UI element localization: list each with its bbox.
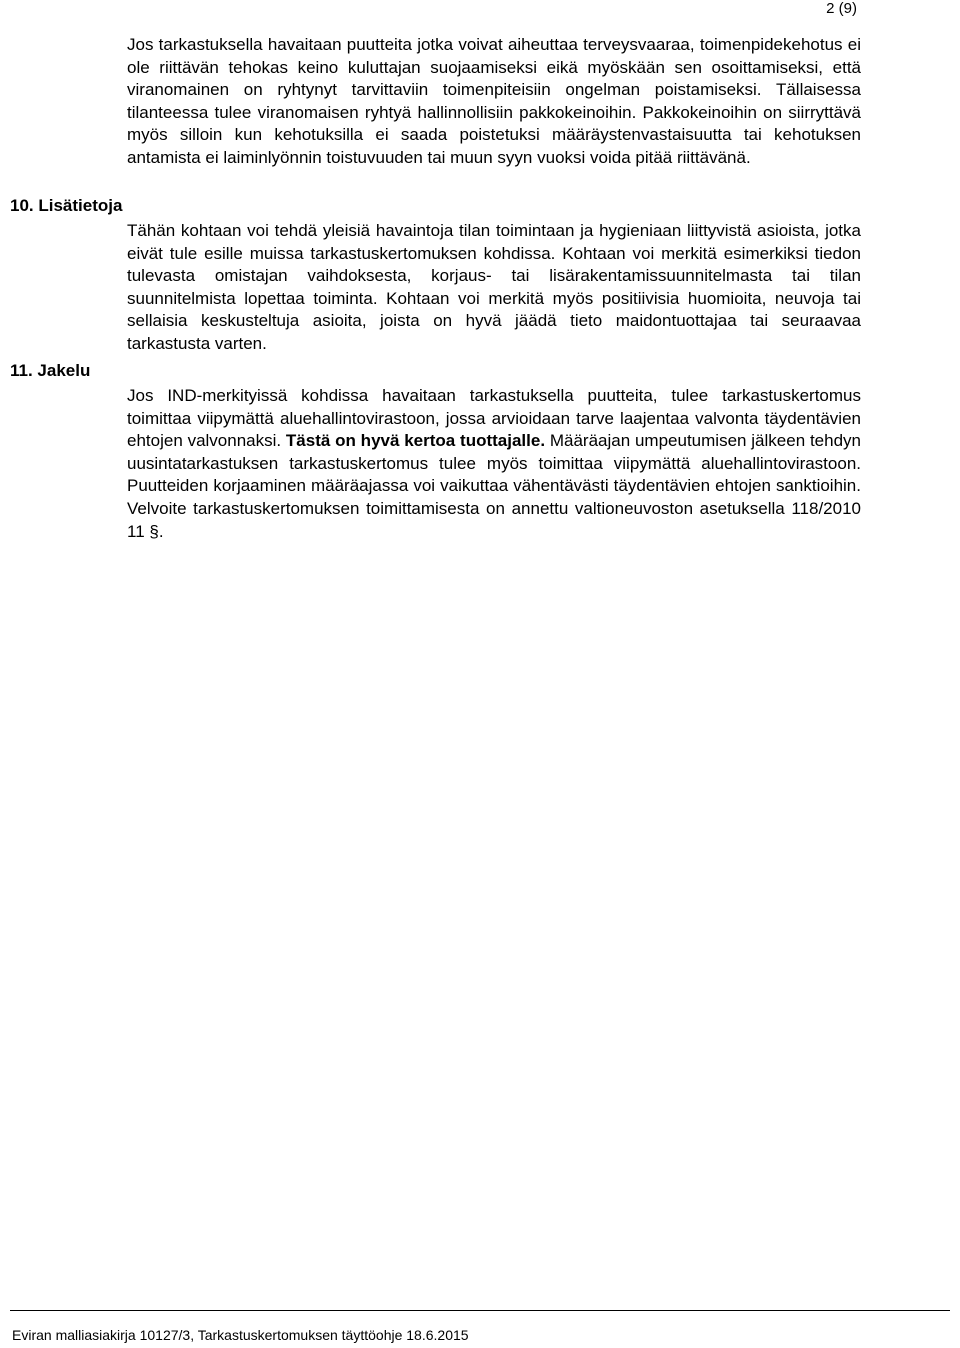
intro-paragraph-block — [127, 34, 861, 170]
jakelu-paragraph — [127, 385, 861, 543]
footer-text: Eviran malliasiakirja 10127/3, Tarkastuskertomuksen täyttöohje 18.6.2015 — [12, 1327, 469, 1343]
intro-paragraph: Jos tarkastuksella havaitaan puutteita jotka voivat aiheuttaa terveysvaaraa, toimenpidekehotus ei ole riittävän tehokas keino kuluttajan suojaamiseksi eikä myöskään sen osoittamiseksi, että viranomainen on ryhtynyt tarvittaviin toimenpiteisiin ongelman poistamiseksi. Tällaisessa tilanteessa tulee viranomaisen ryhtyä hallinnollisiin pakkokeinoihin. Pakkokeinoihin on siirryttävä myös silloin kun kehotuksilla ei saada poistetuksi määräystenvastaisuutta tai kehotuksen antamista ei laiminlyönnin toistuvuuden tai muun syyn vuoksi voida pitää riittävänä. — [127, 35, 861, 167]
jakelu-text-after: Määräajan umpeutumisen jälkeen tehdyn uusintatarkastuksen tarkastuskertomus tulee myös toimittaa viipymättä aluehallintovirastoon. Puutteiden korjaaminen määräajassa voi vaikuttaa vähentävästi täydentävien ehtojen sanktioihin. Velvoite tarkastuskertomuksen toimittamisesta on annettu valtioneuvoston asetuksella 118/2010 11 §. — [127, 431, 861, 541]
page-number: 2 (9) — [826, 0, 857, 17]
jakelu-bold-note: Tästä on hyvä kertoa tuottajalle. — [285, 431, 546, 451]
jakelu-text-before: Jos IND-merkityissä kohdissa havaitaan tarkastuksella puutteita, tulee tarkastuskertomus toimittaa viipymättä aluehallintovirastoon, jossa arvioidaan tarve laajentaa valvonta täydentävien ehtojen valvonnaksi. — [127, 386, 861, 451]
section-heading-jakelu: 11. Jakelu — [10, 361, 91, 380]
section-heading-lisatietoja: 10. Lisätietoja — [10, 196, 123, 215]
footer-divider — [10, 1310, 950, 1311]
lisatietoja-paragraph-block — [127, 220, 861, 356]
lisatietoja-paragraph: Tähän kohtaan voi tehdä yleisiä havaintoja tilan toimintaan ja hygieniaan liittyvistä asioista, jotka eivät tule esille muissa tarkastuskertomuksen kohdissa. Kohtaan voi merkitä esimerkiksi tiedon tulevasta omistajan vaihdoksesta, korjaus- tai lisärakentamissuunnitelmasta tai tilan suunnitelmista lopettaa toiminta. Kohtaan voi merkitä myös positiivisia huomioita, neuvoja tai sellaisia keskusteltuja asioita, joista on hyvä jäädä tieto maidontuottajaa tai seuraavaa tarkastusta varten. — [127, 221, 861, 353]
jakelu-paragraph-block — [127, 385, 861, 543]
